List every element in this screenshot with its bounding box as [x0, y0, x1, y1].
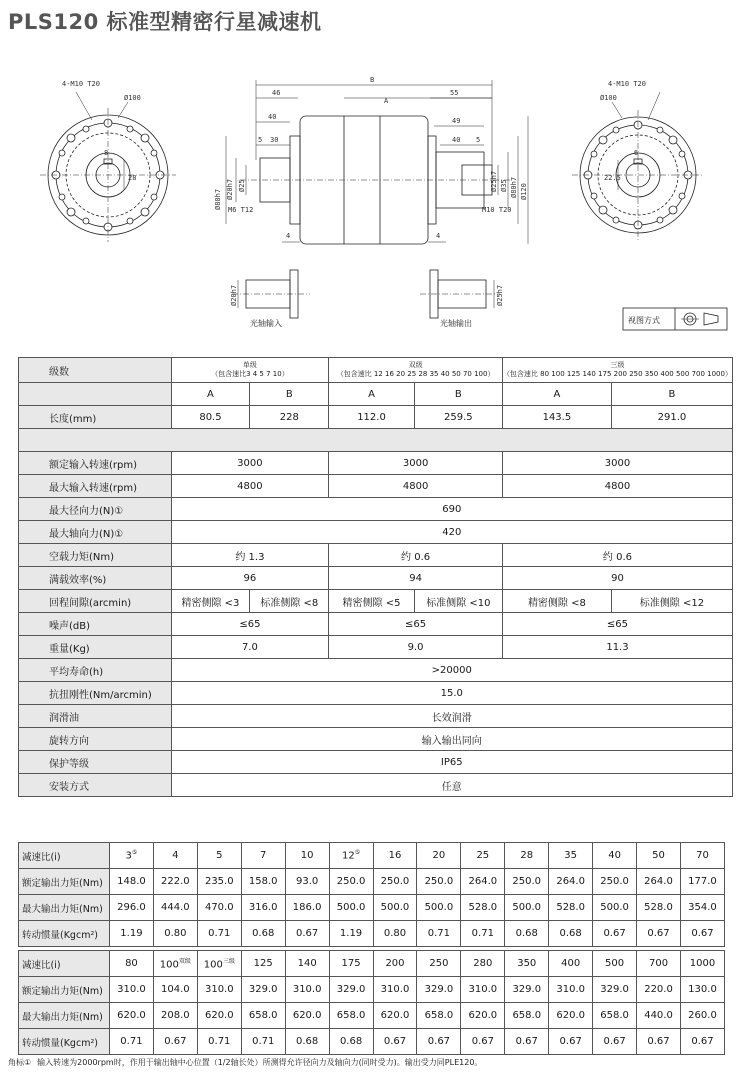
ratio-cell: 80 [109, 951, 153, 977]
rated-speed-value: 3000 [502, 452, 732, 475]
weight-value: 7.0 [171, 636, 329, 659]
length-label: 长度(mm) [19, 406, 172, 429]
rated-torque-cell: 250.0 [593, 869, 637, 895]
dim-B: B [370, 76, 375, 84]
rated-torque-cell: 177.0 [680, 869, 724, 895]
inertia-cell: 0.67 [285, 921, 329, 947]
dim-55: 55 [450, 89, 459, 97]
inertia-cell: 0.71 [461, 921, 505, 947]
left-flange-view [40, 92, 176, 242]
inertia-cell: 0.67 [153, 1029, 197, 1055]
inertia-cell: 0.67 [417, 1029, 461, 1055]
left-holes-label: 4-M10 T20 [62, 80, 100, 88]
noload-torque-value: 约 1.3 [171, 544, 329, 567]
dim-40b: 40 [452, 136, 461, 144]
ratio-cell: 20 [417, 843, 461, 869]
axial-force-label: 最大轴向力(N)① [19, 521, 172, 544]
inertia-cell: 0.68 [549, 921, 593, 947]
ratio-cell: 28 [505, 843, 549, 869]
rated-torque-cell: 235.0 [197, 869, 241, 895]
rated-torque-cell: 104.0 [153, 977, 197, 1003]
left-dim-1: 28 [128, 174, 137, 182]
max-torque-cell: 354.0 [680, 895, 724, 921]
rated-torque-cell: 250.0 [373, 869, 417, 895]
out-dia-3: Ø80h7 [510, 176, 518, 198]
mounting-label: 安装方式 [19, 774, 172, 797]
row-header: 额定输出力矩(Nm) [19, 869, 110, 895]
efficiency-value: 94 [329, 567, 503, 590]
inertia-cell: 0.68 [241, 921, 285, 947]
rated-torque-cell: 130.0 [680, 977, 724, 1003]
inertia-cell: 1.19 [329, 921, 373, 947]
length-value: 112.0 [329, 406, 415, 429]
max-torque-cell: 500.0 [505, 895, 549, 921]
technical-drawing [0, 40, 750, 340]
rotation-value: 输入输出同向 [171, 728, 732, 751]
ratio-cell: 280 [461, 951, 505, 977]
rated-torque-cell: 250.0 [329, 869, 373, 895]
row-header: 减速比(i) [19, 843, 110, 869]
max-torque-cell: 658.0 [505, 1003, 549, 1029]
ratio-cell: 700 [637, 951, 681, 977]
dim-5: 5 [258, 136, 263, 144]
ratio-cell: 12⑤ [329, 843, 373, 869]
rated-speed-label: 额定输入转速(rpm) [19, 452, 172, 475]
ratio-mark: 三级 [222, 958, 235, 966]
shaft-output-detail [420, 270, 500, 318]
single-stage-header: 单级 （包含速比3 4 5 7 10） [171, 358, 329, 383]
inertia-cell: 0.67 [637, 1029, 681, 1055]
ratio-cell: 50 [637, 843, 681, 869]
max-torque-cell: 620.0 [461, 1003, 505, 1029]
stiffness-label: 抗扭刚性(Nm/arcmin) [19, 682, 172, 705]
inertia-cell: 0.67 [549, 1029, 593, 1055]
rated-speed-value: 3000 [329, 452, 503, 475]
in-dia-1: Ø80h7 [214, 188, 222, 210]
dim-4b: 4 [436, 232, 441, 240]
rated-torque-cell: 310.0 [285, 977, 329, 1003]
ratio-cell: 70 [680, 843, 724, 869]
inertia-cell: 0.67 [373, 1029, 417, 1055]
max-torque-cell: 620.0 [285, 1003, 329, 1029]
max-torque-cell: 440.0 [637, 1003, 681, 1029]
col-a-2: A [329, 383, 415, 406]
ratio-mark: ⑤ [131, 849, 138, 857]
shaft-in-label: 光轴输入 [250, 319, 282, 328]
ratio-cell: $100^{双级}$ [153, 951, 197, 977]
rated-torque-cell: 329.0 [505, 977, 549, 1003]
col-a-1: A [171, 383, 250, 406]
rated-torque-cell: 222.0 [153, 869, 197, 895]
max-torque-cell: 470.0 [197, 895, 241, 921]
noload-torque-value: 约 0.6 [329, 544, 503, 567]
max-torque-cell: 620.0 [549, 1003, 593, 1029]
max-torque-cell: 620.0 [373, 1003, 417, 1029]
life-value: >20000 [171, 659, 732, 682]
inertia-cell: 0.71 [109, 1029, 153, 1055]
rated-torque-cell: 310.0 [461, 977, 505, 1003]
protection-label: 保护等级 [19, 751, 172, 774]
ratio-cell: 1000 [680, 951, 724, 977]
rated-torque-cell: 329.0 [241, 977, 285, 1003]
ratio-table-1 [18, 842, 725, 947]
dim-30: 30 [270, 136, 279, 144]
ratio-cell: 350 [505, 951, 549, 977]
rated-torque-cell: 250.0 [417, 869, 461, 895]
rated-torque-cell: 329.0 [593, 977, 637, 1003]
rotation-label: 旋转方向 [19, 728, 172, 751]
rated-torque-cell: 148.0 [109, 869, 153, 895]
left-dia-label: Ø100 [124, 94, 141, 102]
max-torque-cell: 620.0 [197, 1003, 241, 1029]
col-b-3: B [611, 383, 732, 406]
ratio-cell: 400 [549, 951, 593, 977]
rated-torque-cell: 310.0 [109, 977, 153, 1003]
max-torque-cell: 260.0 [680, 1003, 724, 1029]
right-dim-1: 22.5 [604, 174, 621, 182]
right-holes-label: 4-M10 T20 [608, 80, 646, 88]
length-value: 143.5 [502, 406, 611, 429]
weight-value: 11.3 [502, 636, 732, 659]
ratio-cell: $100^{三级}$ [197, 951, 241, 977]
lube-value: 长效润滑 [171, 705, 732, 728]
ratio-cell: 140 [285, 951, 329, 977]
max-speed-label: 最大输入转速(rpm) [19, 475, 172, 498]
radial-force-value: 690 [171, 498, 732, 521]
page-title: PLS120 标准型精密行星减速机 [8, 10, 322, 34]
max-torque-cell: 444.0 [153, 895, 197, 921]
mounting-value: 任意 [171, 774, 732, 797]
inertia-cell: 0.80 [153, 921, 197, 947]
ratio-cell: 35 [549, 843, 593, 869]
rated-torque-cell: 93.0 [285, 869, 329, 895]
inertia-cell: 0.80 [373, 921, 417, 947]
rated-speed-value: 3000 [171, 452, 329, 475]
row-header: 减速比(i) [19, 951, 110, 977]
ratio-cell: 500 [593, 951, 637, 977]
max-torque-cell: 528.0 [461, 895, 505, 921]
backlash-value: 标准侧隙 <10 [414, 590, 502, 613]
shaft-in-dia: Ø20h7 [230, 284, 238, 306]
dim-5b: 5 [476, 136, 481, 144]
length-value: 80.5 [171, 406, 250, 429]
level-header: 级数 [19, 358, 172, 383]
rated-torque-cell: 264.0 [637, 869, 681, 895]
col-b-2: B [414, 383, 502, 406]
dim-40a: 40 [268, 113, 277, 121]
max-torque-cell: 620.0 [109, 1003, 153, 1029]
row-header: 转动惯量(Kgcm²) [19, 921, 110, 947]
right-dia-label: Ø100 [600, 94, 617, 102]
noload-torque-value: 约 0.6 [502, 544, 732, 567]
inertia-cell: 0.67 [637, 921, 681, 947]
rated-torque-cell: 220.0 [637, 977, 681, 1003]
ratio-cell: 10 [285, 843, 329, 869]
row-header: 额定输出力矩(Nm) [19, 977, 110, 1003]
rated-torque-cell: 310.0 [373, 977, 417, 1003]
shaft-out-dia: Ø25h7 [496, 284, 504, 306]
view-method-label: 视图方式 [628, 316, 660, 325]
out-dia-4: Ø120 [520, 183, 528, 200]
row-header: 最大输出力矩(Nm) [19, 1003, 110, 1029]
max-torque-cell: 528.0 [549, 895, 593, 921]
max-torque-cell: 500.0 [329, 895, 373, 921]
max-torque-cell: 658.0 [417, 1003, 461, 1029]
max-torque-cell: 186.0 [285, 895, 329, 921]
noise-value: ≤65 [329, 613, 503, 636]
inertia-cell: 0.67 [505, 1029, 549, 1055]
backlash-label: 回程间隙(arcmin) [19, 590, 172, 613]
right-dim-2: 6 [634, 149, 639, 157]
spec-table [18, 357, 733, 797]
backlash-value: 精密侧隙 <8 [502, 590, 611, 613]
ratio-cell: 25 [461, 843, 505, 869]
protection-value: IP65 [171, 751, 732, 774]
max-torque-cell: 658.0 [329, 1003, 373, 1029]
ratio-cell: 250 [417, 951, 461, 977]
length-value: 228 [250, 406, 329, 429]
in-dia-2: Ø20h7 [226, 178, 234, 200]
noise-value: ≤65 [171, 613, 329, 636]
backlash-value: 精密侧隙 <3 [171, 590, 250, 613]
inertia-cell: 0.71 [197, 921, 241, 947]
ratio-cell: 3⑤ [109, 843, 153, 869]
ratio-cell: 7 [241, 843, 285, 869]
ratio-cell: 16 [373, 843, 417, 869]
inertia-cell: 0.71 [417, 921, 461, 947]
dim-49: 49 [452, 117, 461, 125]
lube-label: 润滑油 [19, 705, 172, 728]
length-value: 291.0 [611, 406, 732, 429]
in-thread: M6 T12 [228, 206, 254, 214]
ratio-table-2 [18, 950, 725, 1055]
col-b-1: B [250, 383, 329, 406]
rated-torque-cell: 329.0 [329, 977, 373, 1003]
noise-label: 噪声(dB) [19, 613, 172, 636]
life-label: 平均寿命(h) [19, 659, 172, 682]
ratio-cell: 5 [197, 843, 241, 869]
efficiency-label: 满载效率(%) [19, 567, 172, 590]
ratio-cell: 4 [153, 843, 197, 869]
max-torque-cell: 208.0 [153, 1003, 197, 1029]
out-dia-1: Ø25h7 [490, 170, 498, 192]
ratio-cell: 40 [593, 843, 637, 869]
rated-torque-cell: 329.0 [417, 977, 461, 1003]
backlash-value: 标准侧隙 <12 [611, 590, 732, 613]
right-flange-view [572, 92, 704, 240]
inertia-cell: 0.67 [593, 921, 637, 947]
ratio-cell: 125 [241, 951, 285, 977]
out-dia-2: Ø35 [500, 179, 508, 192]
rated-torque-cell: 264.0 [549, 869, 593, 895]
dim-46: 46 [272, 89, 281, 97]
rated-torque-cell: 310.0 [549, 977, 593, 1003]
noise-value: ≤65 [502, 613, 732, 636]
length-value: 259.5 [414, 406, 502, 429]
col-a-3: A [502, 383, 611, 406]
max-torque-cell: 500.0 [373, 895, 417, 921]
max-torque-cell: 500.0 [593, 895, 637, 921]
ab-row-label [19, 383, 172, 406]
weight-value: 9.0 [329, 636, 503, 659]
weight-label: 重量(Kg) [19, 636, 172, 659]
backlash-value: 标准侧隙 <8 [250, 590, 329, 613]
backlash-value: 精密侧隙 <5 [329, 590, 415, 613]
ratio-mark: 双级 [178, 958, 191, 966]
efficiency-value: 96 [171, 567, 329, 590]
triple-stage-header: 三级 （包含速比 80 100 125 140 175 200 250 350 400 500 700 1000） [502, 358, 732, 383]
max-speed-value: 4800 [329, 475, 503, 498]
row-header: 最大输出力矩(Nm) [19, 895, 110, 921]
radial-force-label: 最大径向力(N)① [19, 498, 172, 521]
footnote-text: 输入转速为2000rpm时，作用于输出轴中心位置（1/2轴长处）所测得允许径向力及轴向力(同时受力)。输出受力同PLE120。 [37, 1058, 483, 1067]
rated-torque-cell: 158.0 [241, 869, 285, 895]
ratio-cell: 200 [373, 951, 417, 977]
spacer-row [19, 429, 733, 452]
ratio-cell: 175 [329, 951, 373, 977]
ratio-mark: ⑤ [354, 849, 361, 857]
out-thread: M10 T20 [482, 206, 512, 214]
inertia-cell: 0.68 [505, 921, 549, 947]
rated-torque-cell: 310.0 [197, 977, 241, 1003]
rated-torque-cell: 250.0 [505, 869, 549, 895]
shaft-input-detail [232, 270, 310, 318]
max-torque-cell: 316.0 [241, 895, 285, 921]
inertia-cell: 0.67 [680, 921, 724, 947]
max-speed-value: 4800 [502, 475, 732, 498]
side-view [226, 80, 528, 244]
max-torque-cell: 296.0 [109, 895, 153, 921]
inertia-cell: 0.68 [329, 1029, 373, 1055]
inertia-cell: 0.67 [461, 1029, 505, 1055]
inertia-cell: 0.68 [285, 1029, 329, 1055]
inertia-cell: 0.67 [593, 1029, 637, 1055]
left-dim-2: 8 [104, 149, 109, 157]
footnote [8, 1057, 488, 1068]
row-header: 转动惯量(Kgcm²) [19, 1029, 110, 1055]
dim-4a: 4 [286, 232, 291, 240]
shaft-out-label: 光轴输出 [440, 319, 472, 328]
max-torque-cell: 658.0 [593, 1003, 637, 1029]
inertia-cell: 0.67 [680, 1029, 724, 1055]
double-stage-header: 双级 （包含速比 12 16 20 25 28 35 40 50 70 100） [329, 358, 503, 383]
max-torque-cell: 500.0 [417, 895, 461, 921]
inertia-cell: 0.71 [197, 1029, 241, 1055]
footnote-mark: 角标① [8, 1058, 32, 1067]
noload-torque-label: 空载力矩(Nm) [19, 544, 172, 567]
efficiency-value: 90 [502, 567, 732, 590]
stiffness-value: 15.0 [171, 682, 732, 705]
rated-torque-cell: 264.0 [461, 869, 505, 895]
inertia-cell: 0.71 [241, 1029, 285, 1055]
dim-A: A [384, 97, 389, 105]
max-torque-cell: 658.0 [241, 1003, 285, 1029]
max-speed-value: 4800 [171, 475, 329, 498]
in-dia-3: Ø25 [238, 179, 246, 192]
max-torque-cell: 528.0 [637, 895, 681, 921]
axial-force-value: 420 [171, 521, 732, 544]
inertia-cell: 1.19 [109, 921, 153, 947]
